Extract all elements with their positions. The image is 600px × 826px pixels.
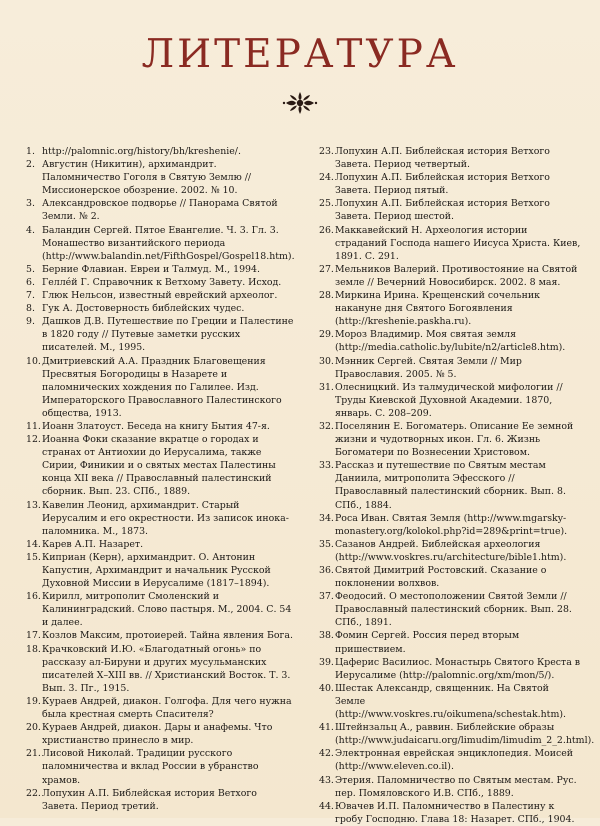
bibliography-entry xyxy=(319,145,581,171)
bibliography-entry xyxy=(26,276,294,289)
entry-text: Олесницкий. Из талмудической мифологии // Труды Киевской Духовной Академии. 1870, январь. С. 208–209. xyxy=(335,381,563,419)
entry-number: 31. xyxy=(319,381,334,393)
bibliography-entry xyxy=(319,420,581,459)
entry-number: 43. xyxy=(319,774,334,786)
entry-text: Мельников Валерий. Противостояние на Святой земле // Вечерний Новосибирск. 2002. 8 мая. xyxy=(335,263,578,288)
entry-number: 34. xyxy=(319,512,334,524)
entry-text: Иоанн Златоуст. Беседа на книгу Бытия 47-я. xyxy=(42,420,270,432)
entry-text: Гелле́й Г. Справочник к Ветхому Завету. Исход. xyxy=(42,276,282,288)
entry-text: Святой Димитрий Ростовский. Сказание о поклонении волхвов. xyxy=(335,565,547,590)
entry-text: Кирилл, митрополит Смоленский и Калининградский. Слово пастыря. М., 2004. С. 54 и далее. xyxy=(42,591,292,629)
entry-text: Роса Иван. Святая Земля (http://www.mgarsky-monastery.org/kolokol.php?id=289&print=true). xyxy=(335,512,568,537)
entry-text: Кавелин Леонид, архимандрит. Старый Иерусалим и его окрестности. Из записок инока-паломника. М., 1873. xyxy=(42,499,289,537)
entry-number: 16. xyxy=(26,591,41,603)
bibliography-entry xyxy=(26,197,294,223)
entry-text: Миркина Ирина. Крещенский сочельник накануне дня Святого Богоявления (http://kreshenie.paskha.ru). xyxy=(335,290,540,328)
bibliography-entry xyxy=(319,355,581,381)
bibliography-entry xyxy=(26,747,294,786)
entry-number: 8. xyxy=(26,303,35,315)
bibliography-entry xyxy=(319,224,581,263)
entry-number: 23. xyxy=(319,146,334,157)
entry-text: Дмитриевский А.А. Праздник Благовещения Пресвятыя Богородицы в Назарете и паломнических хождения по Галилее. Изд. Императорского Православного Палестинского общества, 1913. xyxy=(42,355,282,419)
entry-text: Лисовой Николай. Традиции русского паломничества и вклад России в убранство храмов. xyxy=(42,748,259,786)
entry-number: 18. xyxy=(26,643,41,655)
entry-text: Крачковский И.Ю. «Благодатный огонь» по рассказу ал-Бируни и других мусульманских писателей X–XIII вв. // Христианский Восток. Т. 3. Вып. 3. Пг., 1915. xyxy=(42,643,291,694)
bibliography-entry xyxy=(26,695,294,721)
bibliography-entry xyxy=(26,224,294,263)
entry-number: 35. xyxy=(319,538,334,550)
bibliography-entry xyxy=(26,158,294,197)
entry-number: 41. xyxy=(319,722,334,734)
bibliography-entry xyxy=(319,459,581,511)
bibliography-entry xyxy=(26,499,294,538)
entry-text: Лопухин А.П. Библейская история Ветхого Завета. Период пятый. xyxy=(335,172,550,197)
bibliography-entry xyxy=(26,263,294,276)
entry-text: Дашков Д.В. Путешествие по Греции и Палестине в 1820 году // Путевые заметки русских писателей. М., 1995. xyxy=(42,316,294,354)
entry-text: Лопухин А.П. Библейская история Ветхого Завета. Период четвертый. xyxy=(335,146,550,171)
entry-text: Карев А.П. Назарет. xyxy=(42,538,144,550)
entry-text: Кураев Андрей, диакон. Дары и анафемы. Что христианство принесло в мир. xyxy=(42,722,273,747)
entry-number: 25. xyxy=(319,198,334,210)
bibliography-entry xyxy=(26,315,294,354)
entry-text: Маккавейский Н. Археология истории страданий Господа нашего Иисуса Христа. Киев, 1891. С. 291. xyxy=(335,224,581,262)
entry-text: Лопухин А.П. Библейская история Ветхого Завета. Период третий. xyxy=(42,787,257,812)
entry-text: Электронная еврейская энциклопедия. Моисей (http://www.eleven.co.il). xyxy=(335,748,574,773)
entry-number: 44. xyxy=(319,800,334,812)
bibliography-entry xyxy=(319,171,581,197)
entry-number: 32. xyxy=(319,420,334,432)
entry-text: Глюк Нельсон, известный еврейский археолог. xyxy=(42,290,278,302)
entry-number: 12. xyxy=(26,434,41,446)
bibliography-entry xyxy=(26,643,294,695)
entry-number: 6. xyxy=(26,276,35,288)
entry-number: 13. xyxy=(26,499,41,511)
entry-number: 29. xyxy=(319,329,334,341)
bibliography-entry xyxy=(26,145,294,158)
entry-text: http://palomnic.org/history/bh/kreshenie/. xyxy=(42,146,241,157)
entry-number: 10. xyxy=(26,355,41,367)
bibliography-right-column xyxy=(319,145,595,826)
entry-text: Александровское подворье // Панорама Святой Земли. № 2. xyxy=(42,198,278,223)
entry-number: 20. xyxy=(26,722,41,734)
entry-number: 5. xyxy=(26,263,35,275)
bibliography-entry xyxy=(26,721,294,747)
entry-text: Феодосий. О местоположении Святой Земли // Православный палестинский сборник. Вып. 28. СПб., 1891. xyxy=(335,591,572,629)
entry-number: 14. xyxy=(26,538,41,550)
entry-text: Мэнник Сергей. Святая Земли // Мир Православия. 2005. № 5. xyxy=(335,355,522,380)
bibliography-entry xyxy=(319,381,581,420)
bibliography-entry xyxy=(26,289,294,302)
entry-text: Козлов Максим, протоиерей. Тайна явления Бога. xyxy=(42,630,293,642)
entry-text: Штейнзальц А., раввин. Библейские образы (http://www.judaicaru.org/limudim/limudim_2_2.html). xyxy=(335,722,595,747)
bibliography-entry xyxy=(26,433,294,498)
bibliography-entry xyxy=(319,721,595,747)
entry-number: 2. xyxy=(26,159,35,171)
entry-number: 7. xyxy=(26,290,35,302)
bibliography-entry xyxy=(319,289,581,328)
bibliography-entry xyxy=(319,590,581,629)
entry-text: Фомин Сергей. Россия перед вторым пришествием. xyxy=(335,630,520,655)
bibliography-entry xyxy=(319,564,581,590)
entry-number: 21. xyxy=(26,748,41,760)
entry-text: Августин (Никитин), архимандрит. Паломничество Гоголя в Святую Землю // Миссионерское обозрение. 2002. № 10. xyxy=(42,159,252,197)
entry-number: 24. xyxy=(319,172,334,184)
entry-number: 19. xyxy=(26,695,41,707)
entry-text: Баландин Сергей. Пятое Евангелие. Ч. 3. Гл. 3. Монашество византийского периода (http://www.balandin.net/FifthGospel/Gospel18.htm). xyxy=(42,224,295,262)
entry-text: Ювачев И.П. Паломничество в Палестину к гробу Господню. Глава 18: Назарет. СПб., 1904. xyxy=(335,800,575,825)
entry-number: 40. xyxy=(319,682,334,694)
entry-text: Цаферис Василиос. Монастырь Святого Креста в Иерусалиме (http://palomnic.org/xm/mon/5/). xyxy=(335,656,581,681)
bibliography-entry xyxy=(319,263,581,289)
entry-number: 9. xyxy=(26,316,35,328)
bibliography-entry xyxy=(26,538,294,551)
bibliography-entry xyxy=(26,787,294,813)
bibliography-entry xyxy=(319,682,581,721)
entry-number: 33. xyxy=(319,460,334,472)
entry-number: 37. xyxy=(319,591,334,603)
entry-number: 11. xyxy=(26,420,41,432)
entry-text: Кураев Андрей, диакон. Голгофа. Для чего нужна была крестная смерть Спасителя? xyxy=(42,695,292,721)
entry-number: 30. xyxy=(319,355,334,367)
entry-number: 36. xyxy=(319,565,334,576)
bibliography-entry xyxy=(319,774,581,800)
entry-number: 28. xyxy=(319,290,334,302)
bibliography-left-column xyxy=(26,145,294,813)
entry-text: Киприан (Керн), архимандрит. О. Антонин Капустин, Архимандрит и начальник Русской Духовной Миссии в Иерусалиме (1817–1894). xyxy=(42,551,271,590)
fleuron-ornament-icon xyxy=(282,90,318,116)
entry-number: 42. xyxy=(319,748,334,760)
bibliography-entry xyxy=(26,420,294,433)
entry-text: Гук А. Достоверность библейских чудес. xyxy=(42,303,245,315)
entry-number: 22. xyxy=(26,787,41,799)
bibliography-entry xyxy=(319,512,581,538)
entry-number: 15. xyxy=(26,551,41,563)
entry-number: 4. xyxy=(26,224,35,236)
entry-number: 39. xyxy=(319,656,334,668)
entry-number: 17. xyxy=(26,630,41,642)
entry-text: Иоанна Фоки сказание вкратце о городах и странах от Антиохии до Иерусалима, также Сирии, Финикии и о святых местах Палестины конца XII века // Православный палестинский сборник. Вып. 23. СПб., 1889. xyxy=(42,434,276,498)
entry-number: 3. xyxy=(26,198,35,210)
entry-number: 38. xyxy=(319,630,334,642)
bibliography-entry xyxy=(319,656,581,682)
bibliography-entry xyxy=(319,747,581,773)
entry-text: Мороз Владимир. Моя святая земля (http://media.catholic.by/lubite/n2/article8.htm). xyxy=(335,329,566,354)
bibliography-entry xyxy=(319,197,581,223)
entry-text: Лопухин А.П. Библейская история Ветхого Завета. Период шестой. xyxy=(335,198,550,223)
entry-number: 26. xyxy=(319,224,334,236)
bibliography-entry xyxy=(319,328,581,354)
entry-text: Поселянин Е. Богоматерь. Описание Ее земной жизни и чудотворных икон. Гл. 6. Жизнь Богоматери по Вознесении Христовом. xyxy=(335,420,574,459)
entry-text: Этерия. Паломничество по Святым местам. Рус. пер. Помяловского И.В. СПб., 1889. xyxy=(335,774,577,799)
bibliography-entry xyxy=(319,800,581,826)
bibliography-entry xyxy=(26,629,294,642)
entry-text: Шестак Александр, священник. На Святой Земле (http://www.voskres.ru/oikumena/schestak.htm). xyxy=(335,682,566,721)
entry-text: Сазанов Андрей. Библейская археология (http://www.voskres.ru/architecture/bible1.htm). xyxy=(335,538,567,563)
bibliography-entry xyxy=(26,590,294,629)
bibliography-entry xyxy=(26,302,294,315)
bibliography-entry xyxy=(26,551,294,590)
entry-number: 27. xyxy=(319,263,334,275)
entry-number: 1. xyxy=(26,146,35,157)
bibliography-entry xyxy=(319,629,581,655)
bibliography-entry xyxy=(319,538,581,564)
entry-text: Берние Флавиан. Евреи и Талмуд. М., 1994. xyxy=(42,263,260,275)
bibliography-entry xyxy=(26,355,294,420)
page-title: ЛИТЕРАТУРА xyxy=(141,32,459,77)
entry-text: Рассказ и путешествие по Святым местам Даниила, митрополита Эфесского // Православный палестинский сборник. Вып. 8. СПб., 1884. xyxy=(335,460,566,511)
